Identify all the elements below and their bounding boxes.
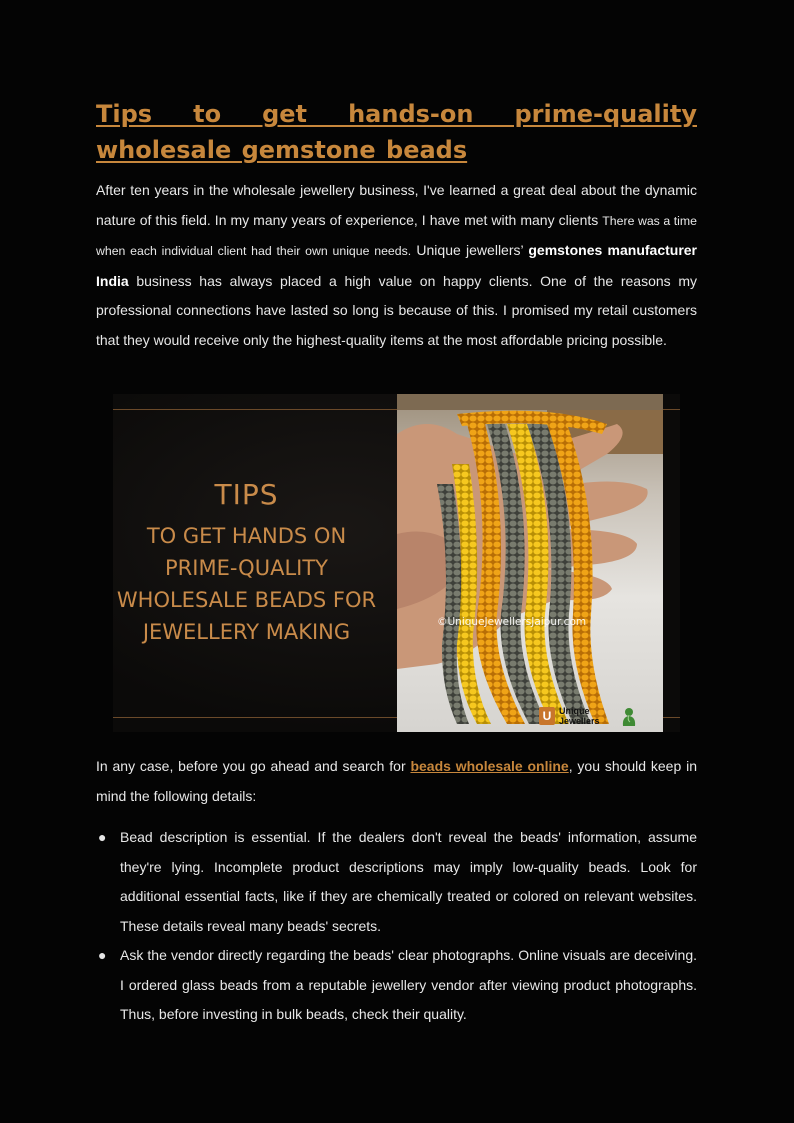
unique-jewellers-logo [539, 705, 640, 727]
article-top [96, 96, 697, 355]
beads-wholesale-online-link[interactable]: beads wholesale online [410, 758, 569, 774]
photo-watermark: ©UniqueJewellersJaipur.com [437, 616, 587, 628]
details-section [96, 752, 697, 1030]
banner-subtitle-line: WHOLESALE BEADS FOR [116, 588, 377, 612]
lead-text-before: In any case, before you go ahead and search for [96, 758, 411, 774]
beads-photo [397, 394, 663, 732]
hand-with-bead-strands-illustration [397, 394, 663, 732]
bullet-icon: ● [98, 947, 107, 963]
list-item [96, 823, 697, 941]
logo-name [559, 706, 600, 726]
banner-subtitle-line: TO GET HANDS ON [146, 524, 347, 548]
banner-subtitle-line: JEWELLERY MAKING [142, 620, 351, 644]
list-item [96, 941, 697, 1030]
intro-text-1: After ten years in the wholesale jewellery business, I've learned a great deal about the dynamic nature of this field. In my many years of experience, I have met with many clients [96, 182, 697, 228]
logo-name-line: Jewellers [559, 716, 600, 726]
bullet-icon: ● [98, 829, 107, 845]
logo-mark: U [539, 707, 555, 725]
page-title: Tips to get hands-on prime-quality wholesale gemstone beads [96, 100, 697, 164]
intro-bold-keyword: gemstones manufacturer India [96, 242, 697, 289]
tips-banner-image [113, 394, 680, 732]
intro-paragraph [96, 176, 697, 355]
intro-text-3: business has always placed a high value on happy clients. One of the reasons my professional connections have lasted so long is because of this. I promised my retail customers that they would receive only the highest-quality items at the most affordable pricing possible. [96, 272, 697, 348]
details-lead-paragraph [96, 752, 697, 811]
intro-text-small: There was a time when each individual client had their own unique needs. [96, 213, 697, 258]
intro-text-2: Unique jewellers’ [411, 242, 529, 258]
lead-text-after: , you should keep in mind the following details: [96, 758, 697, 804]
list-item-text: Ask the vendor directly regarding the beads' clear photographs. Online visuals are deceiving. I ordered glass beads from a reputable jewellery vendor after viewing product photographs. Thus, before investing in bulk beads, check their quality. [120, 947, 697, 1022]
ganesha-emblem-icon [618, 705, 640, 727]
banner-subtitle-line: PRIME-QUALITY [165, 556, 328, 580]
banner-title: TIPS [214, 478, 279, 511]
banner-subtitle [113, 520, 380, 648]
details-bullet-list [96, 823, 697, 1030]
list-item-text: Bead description is essential. If the dealers don't reveal the beads' information, assume they're lying. Incomplete product descriptions may imply low-quality beads. Look for additional essential facts, like if they are chemically treated or colored on relevant websites. These details reveal many beads' secrets. [120, 829, 697, 934]
logo-name-line: Unique [559, 706, 590, 716]
